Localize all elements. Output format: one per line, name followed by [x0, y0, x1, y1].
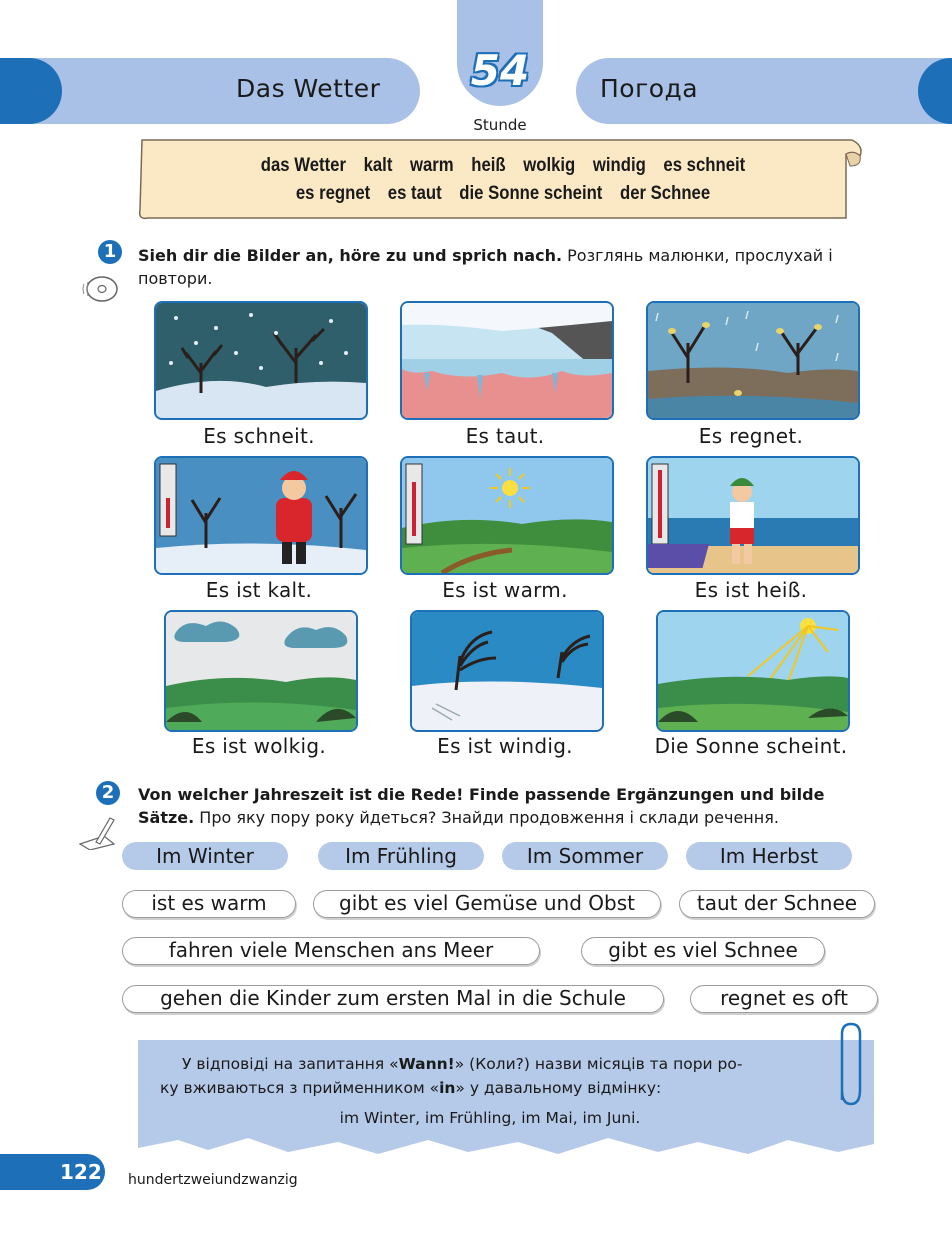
audio-cd-icon[interactable]: [80, 274, 122, 304]
vocab-word: es regnet: [295, 183, 371, 204]
warm-illustration: [402, 458, 612, 573]
lesson-number: 54: [470, 46, 530, 95]
cloudy-illustration: [166, 612, 356, 730]
task-1-text-ua: Розглянь малюнки, прослухай і повтори.: [138, 246, 833, 288]
snowing-illustration: [156, 303, 366, 418]
vocab-word: es schneit: [663, 155, 746, 176]
task-1-text-de: Sieh dir die Bilder an, höre zu und sprich nach.: [138, 246, 563, 265]
season-pill-sommer[interactable]: Im Sommer: [502, 842, 668, 870]
page-number: 122: [60, 1160, 102, 1184]
caption-es-regnet: Es regnet.: [698, 424, 804, 448]
vocabulary-line-1: [191, 152, 816, 180]
vocabulary-list: [191, 152, 816, 208]
phrase-pill[interactable]: gibt es viel Schnee: [581, 937, 825, 965]
cold-illustration: [156, 458, 366, 573]
vocab-word: das Wetter: [260, 155, 346, 176]
vocab-word: wolkig: [523, 155, 576, 176]
note-keyword-wann: Wann!: [398, 1055, 455, 1073]
task-2-text-ua: Про яку пору року йдеться? Знайди продовження і склади речення.: [194, 808, 779, 827]
caption-es-ist-heiss: Es ist heiß.: [694, 578, 808, 602]
vocab-word: kalt: [363, 155, 393, 176]
vocab-word: windig: [592, 155, 646, 176]
phrase-pill[interactable]: ist es warm: [122, 890, 296, 918]
task-2-text-de: Von welcher Jahreszeit ist die Rede! Finde passende Ergänzungen und bilde Sätze.: [138, 785, 825, 827]
windy-illustration: [412, 612, 602, 730]
caption-es-schneit: Es schneit.: [203, 424, 315, 448]
note-line-1: [150, 1052, 830, 1076]
note-text: ку вживаються з прийменником «: [160, 1079, 440, 1097]
phrase-pill[interactable]: gibt es viel Gemüse und Obst: [313, 890, 661, 918]
caption-es-ist-wolkig: Es ist wolkig.: [191, 734, 327, 758]
picture-es-regnet: [646, 301, 860, 420]
grammar-note-text: [150, 1052, 830, 1130]
vocab-word: der Schnee: [619, 183, 711, 204]
task-1-badge: 1: [98, 240, 122, 264]
task-2-badge: 2: [96, 781, 120, 805]
task-2-instruction: [138, 783, 878, 829]
picture-die-sonne-scheint: [656, 610, 850, 732]
caption-es-ist-windig: Es ist windig.: [437, 734, 573, 758]
page-title-ua: Погода: [600, 74, 699, 103]
season-pill-winter[interactable]: Im Winter: [122, 842, 288, 870]
phrase-pill[interactable]: fahren viele Menschen ans Meer: [122, 937, 540, 965]
note-text: У відповіді на запитання «: [182, 1055, 399, 1073]
note-text: » у давальному відмінку:: [455, 1079, 662, 1097]
caption-es-taut: Es taut.: [465, 424, 545, 448]
note-examples: im Winter, im Frühling, im Mai, im Juni.: [339, 1109, 641, 1127]
picture-es-ist-wolkig: [164, 610, 358, 732]
page-number-word: hundertzweiundzwanzig: [128, 1172, 298, 1188]
caption-es-ist-kalt: Es ist kalt.: [205, 578, 313, 602]
task-1-instruction: [138, 244, 878, 290]
thawing-roof-illustration: [402, 303, 612, 418]
caption-die-sonne-scheint: Die Sonne scheint.: [654, 734, 848, 758]
picture-es-taut: [400, 301, 614, 420]
hot-illustration: [648, 458, 858, 573]
note-keyword-in: in: [439, 1079, 456, 1097]
vocab-word: warm: [409, 155, 454, 176]
paperclip-icon: [836, 1020, 866, 1110]
page-title-de: Das Wetter: [236, 74, 381, 103]
vocab-word: die Sonne scheint: [459, 183, 603, 204]
note-line-2: [160, 1076, 830, 1100]
caption-es-ist-warm: Es ist warm.: [442, 578, 568, 602]
picture-es-ist-heiss: [646, 456, 860, 575]
vocab-word: es taut: [387, 183, 442, 204]
picture-es-schneit: [154, 301, 368, 420]
pencil-writing-icon: [78, 814, 118, 850]
sunny-illustration: [658, 612, 848, 730]
picture-es-ist-windig: [410, 610, 604, 732]
vocabulary-line-2: [191, 180, 816, 208]
season-pill-herbst[interactable]: Im Herbst: [686, 842, 852, 870]
note-text: » (Коли?) назви місяців та пори ро-: [454, 1055, 743, 1073]
phrase-pill[interactable]: taut der Schnee: [679, 890, 875, 918]
season-pill-fruehling[interactable]: Im Frühling: [318, 842, 484, 870]
vocab-word: heiß: [471, 155, 506, 176]
phrase-pill[interactable]: regnet es oft: [690, 985, 878, 1013]
phrase-pill[interactable]: gehen die Kinder zum ersten Mal in die Schule: [122, 985, 664, 1013]
rain-illustration: [648, 303, 858, 418]
torn-edge: [138, 1130, 874, 1156]
lesson-word: Stunde: [473, 116, 527, 134]
picture-es-ist-kalt: [154, 456, 368, 575]
picture-es-ist-warm: [400, 456, 614, 575]
